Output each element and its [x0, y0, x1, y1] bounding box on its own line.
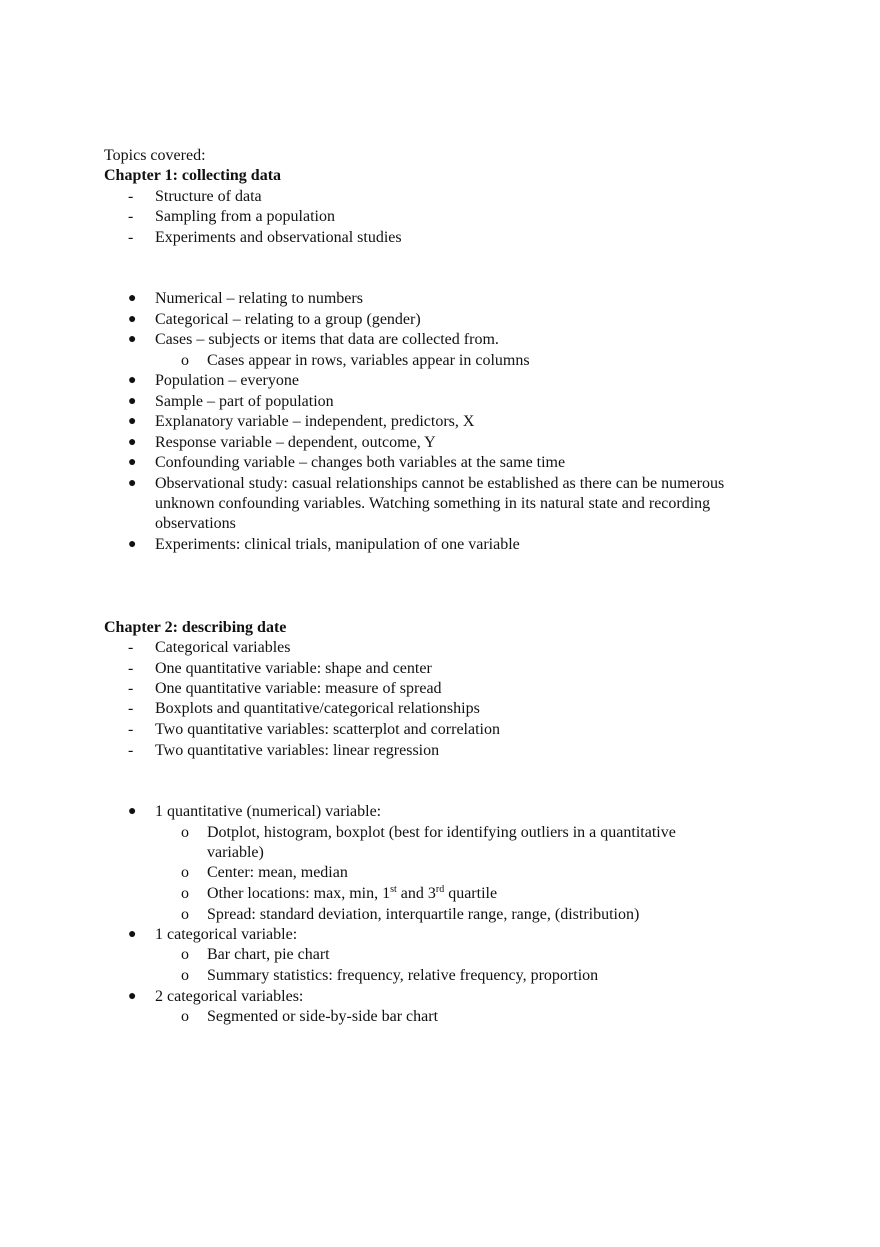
- ch2-cat1-sub1: Bar chart, pie chart: [207, 946, 330, 963]
- dash-marker: -: [128, 660, 134, 677]
- ch2-cat2-sub1: Segmented or side-by-side bar chart: [207, 1008, 439, 1025]
- bullet-icon: ●: [128, 332, 137, 347]
- sub-bullet-marker: o: [181, 906, 189, 923]
- bullet-icon: ●: [128, 927, 137, 942]
- dash-marker: -: [128, 188, 134, 205]
- ch1-cases-subbullet: Cases appear in rows, variables appear in columns: [207, 352, 530, 369]
- bullet-icon: ●: [128, 414, 137, 429]
- ch1-bullet: Cases – subjects or items that data are collected from.: [155, 331, 499, 348]
- ch2-topic: Two quantitative variables: linear regression: [155, 742, 440, 759]
- sub-bullet-marker: o: [181, 824, 189, 841]
- superscript: rd: [435, 884, 445, 895]
- ch1-bullet: Explanatory variable – independent, predictors, X: [155, 413, 475, 430]
- ch2-categorical-bullet: 1 categorical variable:: [155, 926, 298, 943]
- ch1-bullet: Response variable – dependent, outcome, Y: [155, 434, 436, 451]
- text-span: quartile: [444, 885, 498, 902]
- dash-marker: -: [128, 742, 134, 759]
- sub-bullet-marker: o: [181, 864, 189, 881]
- ch2-quant-sub-line2: variable): [207, 844, 264, 861]
- ch1-topic: Sampling from a population: [155, 208, 335, 225]
- bullet-icon: ●: [128, 537, 137, 552]
- dash-marker: -: [128, 700, 134, 717]
- bullet-icon: ●: [128, 291, 137, 306]
- sub-bullet-marker: o: [181, 1008, 189, 1025]
- sub-bullet-marker: o: [181, 352, 189, 369]
- ch2-topic: Categorical variables: [155, 639, 291, 656]
- ch1-bullet: Sample – part of population: [155, 393, 334, 410]
- ch2-topic: Boxplots and quantitative/categorical relationships: [155, 700, 480, 717]
- ch1-observational-line2: unknown confounding variables. Watching something in its natural state and recording: [155, 495, 711, 512]
- text-span: Other locations: max, min, 1: [207, 885, 391, 902]
- ch1-observational-line1: Observational study: casual relationships cannot be established as there can be numerous: [155, 475, 725, 492]
- ch2-quant-other-locations: [207, 884, 497, 904]
- ch1-topic: Experiments and observational studies: [155, 229, 402, 246]
- ch2-cat1-sub2: Summary statistics: frequency, relative frequency, proportion: [207, 967, 599, 984]
- ch1-observational-line3: observations: [155, 515, 236, 532]
- ch2-quant-sub-line1: Dotplot, histogram, boxplot (best for identifying outliers in a quantitative: [207, 824, 676, 841]
- bullet-icon: ●: [128, 394, 137, 409]
- text-span: and 3: [396, 885, 436, 902]
- bullet-icon: ●: [128, 804, 137, 819]
- dash-marker: -: [128, 721, 134, 738]
- bullet-icon: ●: [128, 312, 137, 327]
- ch1-bullet: Confounding variable – changes both variables at the same time: [155, 454, 566, 471]
- ch1-bullet: Numerical – relating to numbers: [155, 290, 363, 307]
- ch2-topic: One quantitative variable: shape and center: [155, 660, 432, 677]
- ch2-topic: Two quantitative variables: scatterplot and correlation: [155, 721, 500, 738]
- ch2-quant-spread: Spread: standard deviation, interquartile range, range, (distribution): [207, 906, 640, 923]
- ch1-bullet: Categorical – relating to a group (gender): [155, 311, 421, 328]
- dash-marker: -: [128, 229, 134, 246]
- bullet-icon: ●: [128, 373, 137, 388]
- dash-marker: -: [128, 208, 134, 225]
- intro-text: Topics covered:: [104, 147, 206, 164]
- chapter-1-heading: Chapter 1: collecting data: [104, 167, 282, 184]
- dash-marker: -: [128, 680, 134, 697]
- ch2-topic: One quantitative variable: measure of spread: [155, 680, 442, 697]
- ch1-bullet: Population – everyone: [155, 372, 299, 389]
- bullet-icon: ●: [128, 455, 137, 470]
- bullet-icon: ●: [128, 435, 137, 450]
- ch2-quant-center: Center: mean, median: [207, 864, 348, 881]
- dash-marker: -: [128, 639, 134, 656]
- bullet-icon: ●: [128, 476, 137, 491]
- ch1-topic: Structure of data: [155, 188, 262, 205]
- ch2-quantitative-bullet: 1 quantitative (numerical) variable:: [155, 803, 382, 820]
- sub-bullet-marker: o: [181, 885, 189, 902]
- sub-bullet-marker: o: [181, 946, 189, 963]
- chapter-2-heading: Chapter 2: describing date: [104, 619, 287, 636]
- superscript: st: [390, 884, 397, 895]
- ch1-experiments: Experiments: clinical trials, manipulation of one variable: [155, 536, 520, 553]
- bullet-icon: ●: [128, 989, 137, 1004]
- ch2-two-categorical-bullet: 2 categorical variables:: [155, 988, 304, 1005]
- sub-bullet-marker: o: [181, 967, 189, 984]
